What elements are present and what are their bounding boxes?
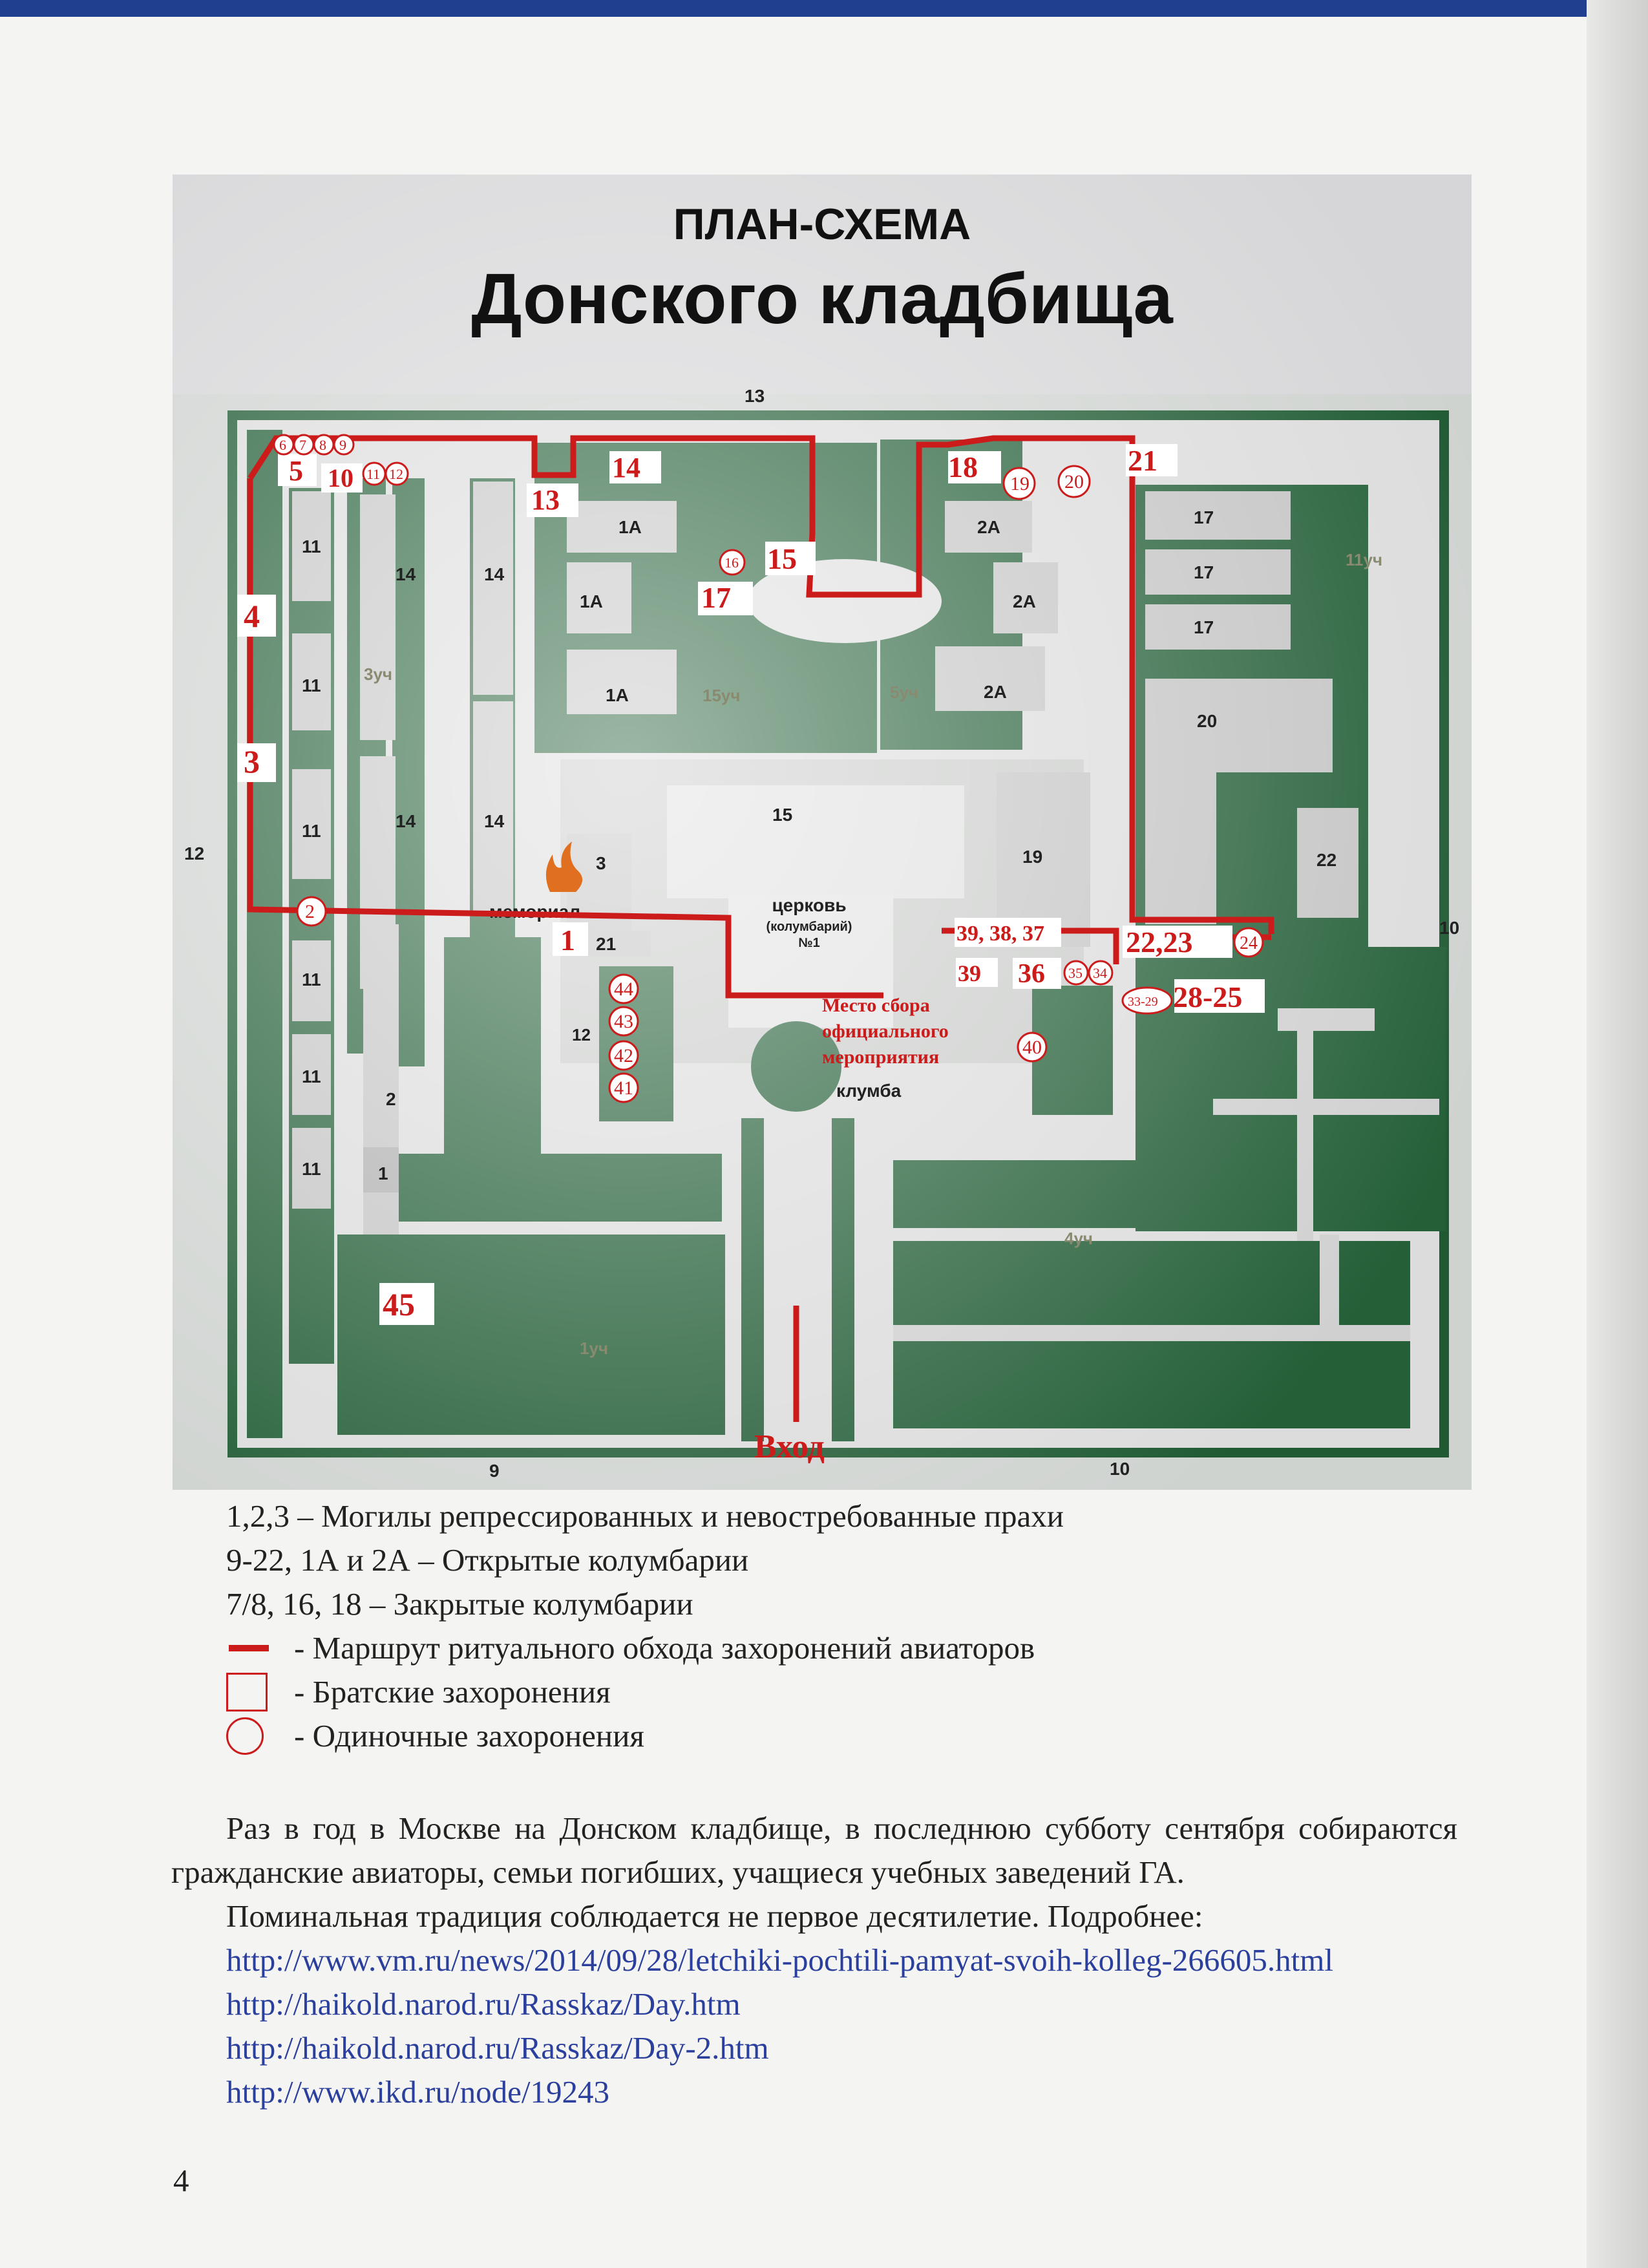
marker-13: 13 xyxy=(531,484,560,516)
label-21: 21 xyxy=(596,934,617,954)
marker-11: 11 xyxy=(366,466,381,482)
label-14: 14 xyxy=(396,811,416,831)
flowerbed-label: клумба xyxy=(836,1081,902,1101)
label-19: 19 xyxy=(1022,847,1043,867)
marker-8: 8 xyxy=(319,437,326,453)
church-sublabel: (колумбарий) xyxy=(766,920,852,934)
marker-9: 9 xyxy=(339,437,346,453)
marker-22-23: 22,23 xyxy=(1126,926,1193,959)
marker-4: 4 xyxy=(244,598,260,634)
marker-3: 3 xyxy=(244,743,260,779)
cemetery-map xyxy=(173,175,1472,1490)
marker-39: 39 xyxy=(958,960,981,986)
label-11: 11 xyxy=(302,821,321,841)
map-subtitle: Донского кладбища xyxy=(471,259,1173,339)
marker-15: 15 xyxy=(767,542,797,575)
label-11: 11 xyxy=(302,675,321,695)
link-haikold-day[interactable]: http://haikold.narod.ru/Rasskaz/Day.htm xyxy=(226,1986,741,2022)
label-11: 11 xyxy=(302,970,321,990)
marker-42: 42 xyxy=(614,1045,633,1066)
legend xyxy=(226,1494,1064,1758)
marker-34: 34 xyxy=(1093,965,1107,981)
label-1A: 1А xyxy=(618,517,642,537)
paragraph-1: Раз в год в Москве на Донском кладбище, в последнюю субботу сентября собираются гражданские авиаторы, семьи погибших, учащиеся учебных заведений ГА. xyxy=(171,1810,1457,1890)
label-17: 17 xyxy=(1194,507,1214,527)
label-2: 2 xyxy=(386,1089,396,1109)
marker-41: 41 xyxy=(614,1077,633,1099)
link-vm-ru[interactable]: http://www.vm.ru/news/2014/09/28/letchiki-pochtili-pamyat-svoih-kolleg-266605.html xyxy=(226,1942,1333,1978)
label-15: 15 xyxy=(772,805,793,825)
label-11uch: 11уч xyxy=(1346,550,1383,569)
marker-44: 44 xyxy=(614,979,633,1000)
marker-28-25: 28-25 xyxy=(1173,980,1243,1013)
marker-18: 18 xyxy=(948,450,978,483)
label-20: 20 xyxy=(1197,711,1218,731)
memorial-label: мемориал xyxy=(489,902,581,922)
label-11: 11 xyxy=(302,1066,321,1086)
marker-45: 45 xyxy=(383,1286,415,1322)
label-1A: 1А xyxy=(606,685,629,705)
label-14: 14 xyxy=(396,564,416,584)
marker-43: 43 xyxy=(614,1011,633,1032)
marker-10: 10 xyxy=(328,463,354,493)
meeting-point-line3: мероприятия xyxy=(822,1046,940,1068)
marker-21: 21 xyxy=(1128,444,1157,477)
legend-mass-row xyxy=(226,1670,1064,1714)
label-3uch: 3уч xyxy=(364,664,393,684)
legend-route-text: - Маршрут ритуального обхода захоронений авиаторов xyxy=(294,1630,1035,1666)
label-5uch: 5уч xyxy=(890,683,919,702)
marker-12: 12 xyxy=(389,466,403,482)
link-haikold-day-2[interactable]: http://haikold.narod.ru/Rasskaz/Day-2.htm xyxy=(226,2030,769,2066)
legend-single-row xyxy=(226,1714,1064,1758)
street-10-bottom: 10 xyxy=(1110,1459,1130,1479)
legend-route-row xyxy=(226,1626,1064,1670)
paragraph-2: Поминальная традиция соблюдается не первое десятилетие. Подробнее: xyxy=(226,1898,1203,1934)
marker-16: 16 xyxy=(724,555,739,571)
meeting-point-line2: официального xyxy=(822,1021,949,1042)
legend-line-2: 9-22, 1А и 2А – Открытые колумбарии xyxy=(226,1542,749,1578)
map-svg xyxy=(173,175,1472,1490)
legend-line-3: 7/8, 16, 18 – Закрытые колумбарии xyxy=(226,1586,693,1622)
label-22: 22 xyxy=(1316,850,1337,870)
circle-outline-icon xyxy=(226,1717,264,1755)
label-15uch: 15уч xyxy=(703,686,741,705)
label-2A: 2А xyxy=(977,517,1000,537)
label-1uch: 1уч xyxy=(580,1339,609,1358)
label-3: 3 xyxy=(596,853,606,873)
marker-20: 20 xyxy=(1064,471,1084,493)
marker-5: 5 xyxy=(289,455,303,487)
route-line-icon xyxy=(229,1645,269,1651)
church-number: №1 xyxy=(798,936,820,950)
marker-35: 35 xyxy=(1068,965,1083,981)
church-label: церковь xyxy=(772,895,847,915)
paragraph-2-block xyxy=(171,1894,1457,2114)
street-9: 9 xyxy=(489,1461,500,1481)
street-12: 12 xyxy=(184,843,205,864)
legend-line-1: 1,2,3 – Могилы репрессированных и невостребованные прахи xyxy=(226,1498,1064,1534)
label-17: 17 xyxy=(1194,562,1214,582)
label-14: 14 xyxy=(484,564,505,584)
legend-single-text: - Одиночные захоронения xyxy=(294,1718,644,1754)
label-12: 12 xyxy=(572,1025,591,1044)
entrance-label: Вход xyxy=(754,1428,825,1465)
label-11: 11 xyxy=(302,536,321,556)
photo-glare xyxy=(173,175,1472,1490)
marker-14: 14 xyxy=(612,452,640,483)
map-title: ПЛАН-СХЕМА xyxy=(673,200,971,249)
marker-36: 36 xyxy=(1018,959,1045,989)
marker-7: 7 xyxy=(299,437,306,453)
meeting-point-line1: Место сбора xyxy=(822,995,930,1016)
street-10-right: 10 xyxy=(1439,918,1460,938)
marker-33-29: 33-29 xyxy=(1128,995,1158,1009)
marker-39-38-37: 39, 38, 37 xyxy=(956,922,1044,946)
marker-19: 19 xyxy=(1010,473,1030,494)
marker-24: 24 xyxy=(1240,933,1258,953)
label-2A: 2А xyxy=(1013,591,1036,611)
page-number: 4 xyxy=(173,2163,189,2198)
link-ikd[interactable]: http://www.ikd.ru/node/19243 xyxy=(226,2074,609,2110)
square-outline-icon xyxy=(226,1673,268,1712)
marker-6: 6 xyxy=(279,437,286,453)
label-4uch: 4уч xyxy=(1064,1229,1093,1248)
label-17: 17 xyxy=(1194,617,1214,637)
label-1: 1 xyxy=(378,1163,388,1183)
label-11: 11 xyxy=(302,1159,321,1179)
label-1A: 1А xyxy=(580,591,603,611)
marker-17: 17 xyxy=(701,581,731,614)
marker-1: 1 xyxy=(560,924,575,957)
label-2A: 2А xyxy=(984,682,1007,702)
street-13: 13 xyxy=(745,386,765,406)
page-gutter-shadow xyxy=(1587,0,1648,2268)
label-14: 14 xyxy=(484,811,505,831)
top-edge-band xyxy=(0,0,1648,17)
marker-40: 40 xyxy=(1022,1037,1042,1058)
legend-mass-text: - Братские захоронения xyxy=(294,1674,611,1710)
marker-2: 2 xyxy=(305,901,315,922)
